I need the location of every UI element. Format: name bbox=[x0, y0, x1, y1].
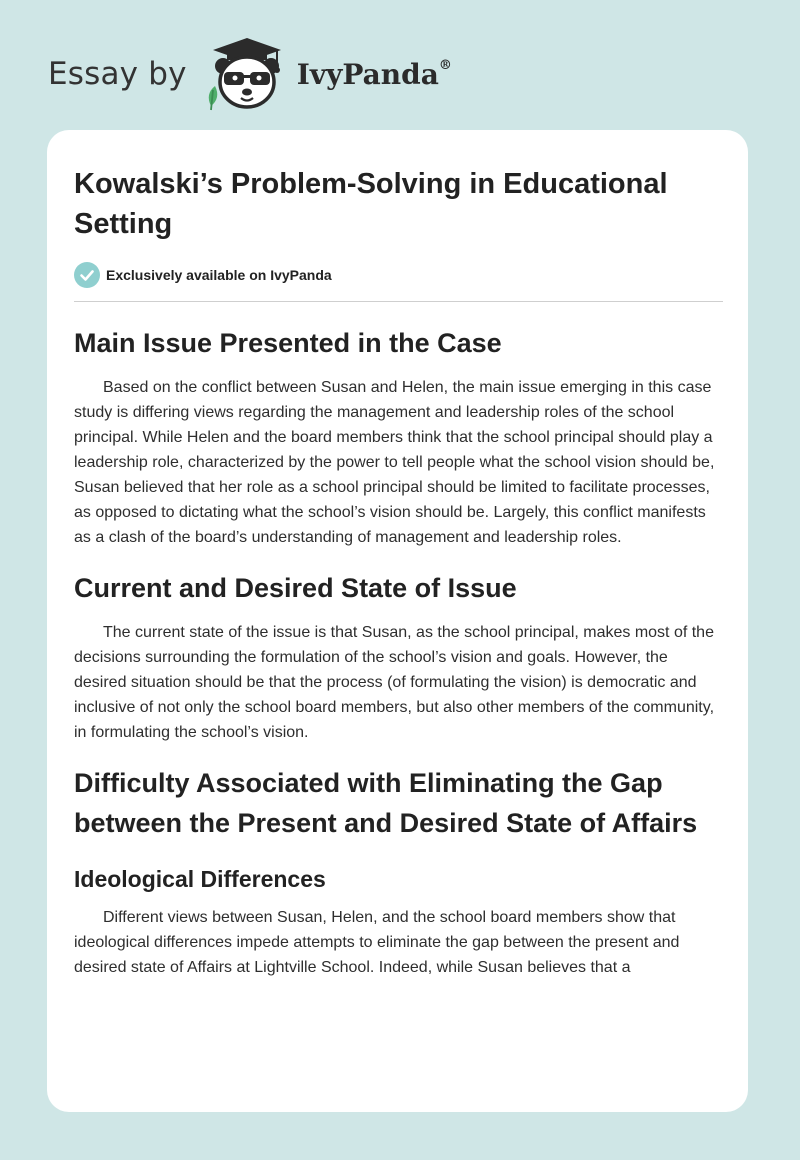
site-header bbox=[48, 36, 452, 112]
subsection-heading: Ideological Differences bbox=[74, 866, 326, 892]
section-heading: Current and Desired State of Issue bbox=[74, 573, 517, 603]
essay-by-label: Essay by bbox=[48, 56, 187, 92]
section-heading: Main Issue Presented in the Case bbox=[74, 328, 502, 358]
divider bbox=[74, 301, 723, 302]
section-paragraph: Different views between Susan, Helen, and the school board members show that ideological differences impede attempts to eliminate the gap between the present and desired state of Affairs at Lightville School. Indeed, while Susan believes that a bbox=[74, 909, 680, 976]
section-heading: Difficulty Associated with Eliminating the Gap between the Present and Desired State of Affairs bbox=[74, 768, 698, 838]
exclusive-label: Exclusively available on IvyPanda bbox=[106, 267, 332, 283]
check-icon bbox=[74, 262, 100, 288]
essay-title: Kowalski’s Problem-Solving in Educational Setting bbox=[74, 168, 668, 240]
essay-content bbox=[74, 164, 723, 980]
section-paragraph: Based on the conflict between Susan and Helen, the main issue emerging in this case study is differing views regarding the management and leadership roles of the school principal. While Helen and the board members think that the school principal should play a leadership role, characterized by the power to tell people what the school vision should be, Susan believed that her role as a school principal should be limited to facilitate processes, as opposed to dictating what the school’s vision should be. Largely, this conflict manifests as a clash of the board’s understanding of management and leadership roles. bbox=[74, 379, 715, 546]
exclusive-badge bbox=[74, 262, 723, 288]
essay-card bbox=[47, 130, 748, 1112]
ivypanda-logo-text[interactable] bbox=[297, 58, 452, 91]
section-paragraph: The current state of the issue is that Susan, as the school principal, makes most of the decisions surrounding the formulation of the school’s vision and goals. However, the desired situation should be that the process (of formulating the vision) is democratic and inclusive of not only the school board members, but also other members of the community, in formulating the school’s vision. bbox=[74, 624, 715, 741]
brand-name: IvyPanda bbox=[296, 57, 439, 91]
registered-mark: ® bbox=[438, 58, 452, 74]
panda-graduate-icon[interactable] bbox=[201, 36, 293, 112]
